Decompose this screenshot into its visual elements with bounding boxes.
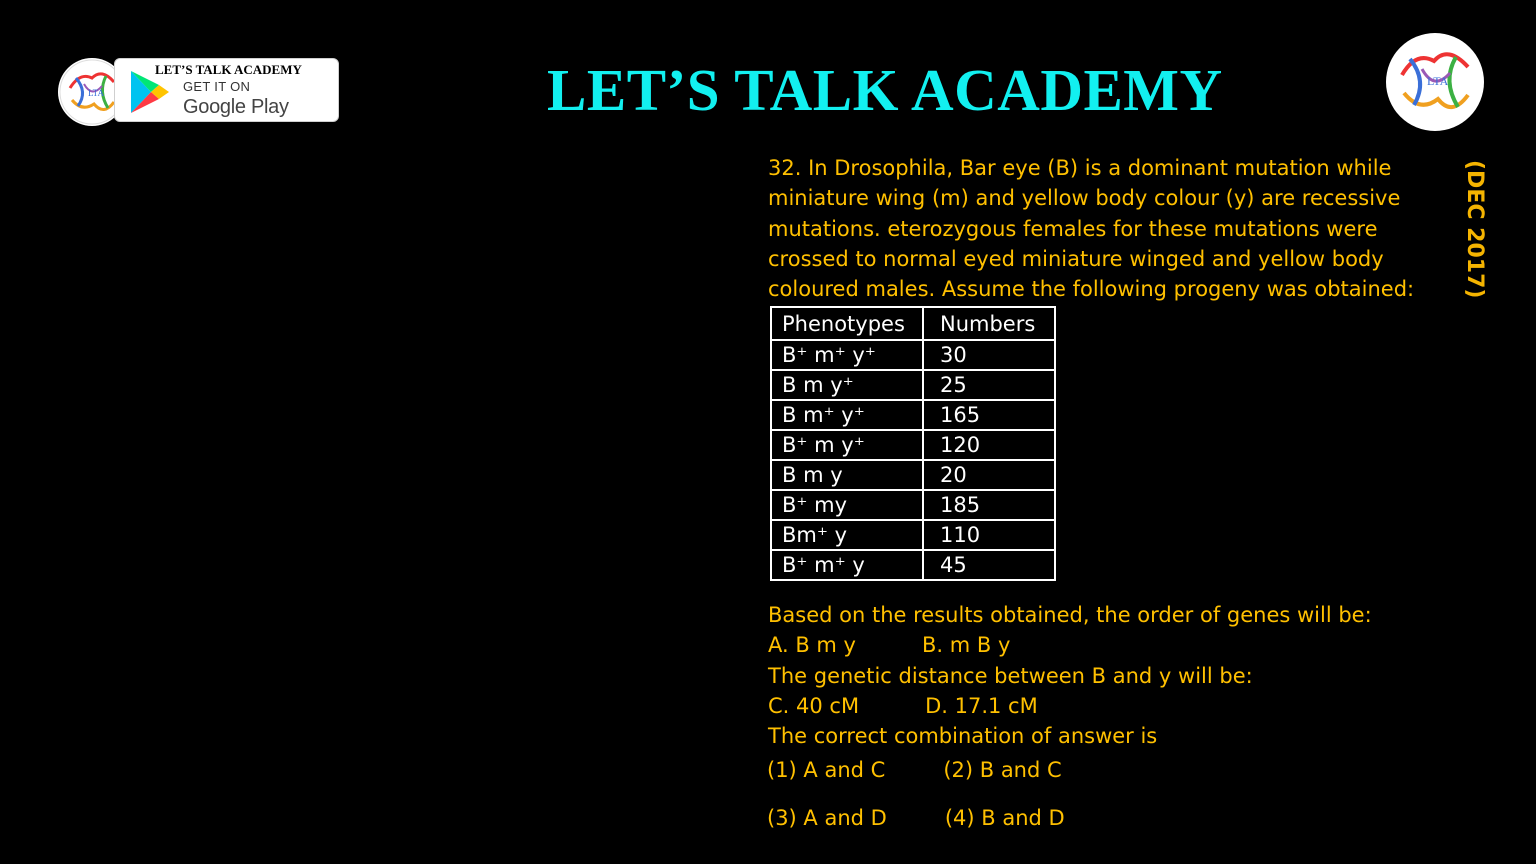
column-header-phenotypes: Phenotypes (771, 307, 923, 340)
badge-academy-name: LET’S TALK ACADEMY (155, 62, 302, 77)
number-cell: 120 (923, 430, 1055, 460)
answer-row-1 (767, 758, 1062, 782)
svg-text:LTA: LTA (1427, 74, 1449, 88)
option-d: D. 17.1 cM (925, 693, 1038, 718)
table-row (771, 400, 1055, 430)
phenotype-cell: B m y⁺ (771, 370, 923, 400)
google-play-badge[interactable] (114, 58, 339, 122)
answer-option-3[interactable]: (3) A and D (767, 806, 887, 830)
column-header-numbers: Numbers (923, 307, 1055, 340)
number-cell: 110 (923, 520, 1055, 550)
phenotype-cell: B m y (771, 460, 923, 490)
distance-options (768, 691, 1372, 721)
progeny-table (770, 306, 1056, 581)
number-cell: 45 (923, 550, 1055, 580)
combination-prompt: The correct combination of answer is (768, 724, 1158, 749)
answer-option-4[interactable]: (4) B and D (944, 806, 1065, 830)
question-line: coloured males. Assume the following progeny was obtained: (768, 277, 1415, 302)
number-cell: 20 (923, 460, 1055, 490)
exam-year-tag: (DEC 2017) (1462, 160, 1487, 299)
answer-option-2[interactable]: (2) B and C (943, 758, 1062, 782)
table-row (771, 490, 1055, 520)
option-b: B. m B y (922, 633, 1011, 658)
number-cell: 185 (923, 490, 1055, 520)
table-row (771, 340, 1055, 370)
option-c: C. 40 cM (768, 693, 860, 718)
phenotype-cell: Bm⁺ y (771, 520, 923, 550)
number-cell: 165 (923, 400, 1055, 430)
table-row (771, 370, 1055, 400)
question-line: miniature wing (m) and yellow body colour (y) are recessive (768, 186, 1401, 211)
gene-order-prompt: Based on the results obtained, the order of genes will be: (768, 603, 1372, 627)
question-line: crossed to normal eyed miniature winged and yellow body (768, 246, 1384, 271)
table-row (771, 520, 1055, 550)
question-line: mutations. eterozygous females for these mutations were (768, 216, 1378, 241)
table-row (771, 550, 1055, 580)
distance-prompt: The genetic distance between B and y will be: (768, 663, 1253, 688)
number-cell: 30 (923, 340, 1055, 370)
answer-row-2 (767, 806, 1065, 830)
gene-order-options (768, 630, 1372, 660)
answer-option-1[interactable]: (1) A and C (767, 758, 886, 782)
table-row (771, 460, 1055, 490)
svg-text:LTA: LTA (88, 88, 104, 98)
badge-get-it-on: GET IT ON (183, 79, 251, 94)
sub-questions (768, 600, 1372, 751)
badge-store-name: Google Play (183, 96, 289, 118)
question-text (768, 153, 1448, 304)
table-header-row (771, 307, 1055, 340)
phenotype-cell: B⁺ m⁺ y⁺ (771, 340, 923, 370)
page-title: LET’S TALK ACADEMY (547, 57, 1223, 123)
question-line: 32. In Drosophila, Bar eye (B) is a dominant mutation while (768, 156, 1392, 180)
number-cell: 25 (923, 370, 1055, 400)
academy-logo-right (1386, 33, 1484, 131)
phenotype-cell: B⁺ m y⁺ (771, 430, 923, 460)
option-a: A. B m y (768, 633, 856, 658)
phenotype-cell: B⁺ my (771, 490, 923, 520)
phenotype-cell: B⁺ m⁺ y (771, 550, 923, 580)
phenotype-cell: B m⁺ y⁺ (771, 400, 923, 430)
lta-emblem-icon (1386, 33, 1484, 131)
table-row (771, 430, 1055, 460)
